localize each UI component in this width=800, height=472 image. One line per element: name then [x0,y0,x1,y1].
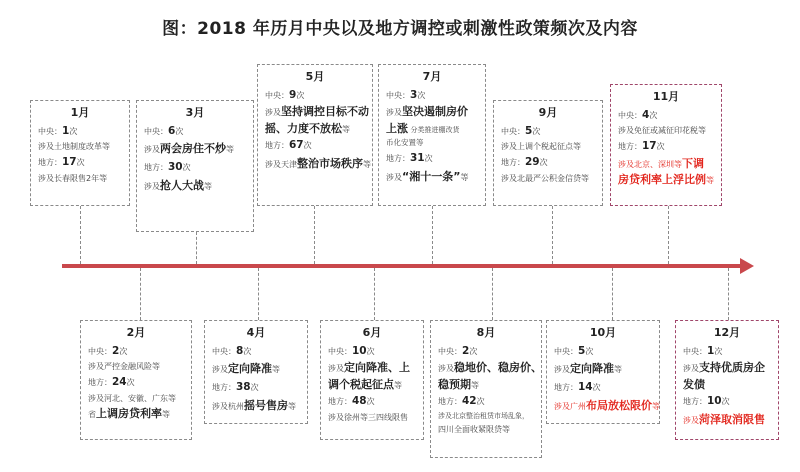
local-desc-pre: 涉及 [144,181,160,191]
month-box-2 [80,320,192,440]
times-unit: 次 [417,90,426,100]
page-title: 图：2018 年历月中央以及地方调控或刺激性政策频次及内容 [162,19,638,39]
local-highlight: 整治市场秩序 [297,157,363,171]
local-desc-2-post: 等 [162,410,170,420]
central-desc: 涉及上调个税起征点等 [501,142,581,152]
connector-1 [80,206,81,264]
connector-10 [612,268,613,320]
month-label: 4月 [246,326,266,339]
connector-3 [196,232,197,264]
local-desc-pre: 涉及北京、深圳等 [618,159,682,169]
connector-6 [374,268,375,320]
local-highlight: 抢人大战 [160,178,204,192]
local-label: 地方： [554,383,578,393]
central-count: 5 [525,124,533,137]
times-unit: 次 [532,126,541,136]
local-highlight: 上调房贷利率 [96,407,162,421]
central-highlight-2: 上涨 [386,121,408,135]
times-unit: 次 [649,110,658,120]
local-label: 地方： [88,378,112,388]
month-label: 8月 [476,326,496,339]
central-desc-post: 等 [614,365,622,375]
local-desc-post: 等 [204,181,212,191]
month-label: 9月 [538,106,558,119]
connector-7 [432,206,433,264]
local-count: 17 [62,156,77,169]
central-highlight-1: 定向降准、上 [344,361,410,375]
central-desc: 涉及严控金融风险等 [88,362,160,372]
times-unit: 次 [366,397,375,407]
month-box-12 [675,320,779,440]
local-count: 38 [236,381,251,394]
central-label: 中央： [88,346,112,356]
central-extra-2: 币化安置等 [386,138,424,148]
central-label: 中央： [618,110,642,120]
local-desc: 涉及北最严公积金信贷等 [501,173,589,183]
local-count: 30 [168,161,183,174]
times-unit: 次 [76,158,85,168]
times-unit: 次 [182,163,191,173]
local-highlight-1: 下调 [682,156,704,170]
central-count: 1 [62,124,70,137]
local-label: 地方： [265,141,289,151]
central-highlight-2: 稳预期 [438,377,471,391]
central-label: 中央： [386,90,410,100]
central-desc-post: 等 [342,124,350,134]
central-desc-post: 等 [471,380,479,390]
connector-4 [258,268,259,320]
month-label: 6月 [362,326,382,339]
local-desc-2-pre: 省 [88,410,96,420]
times-unit: 次 [539,158,548,168]
central-label: 中央： [683,346,707,356]
timeline-arrowhead [740,258,754,274]
central-count: 3 [410,88,418,101]
central-count: 2 [462,344,470,357]
times-unit: 次 [721,397,730,407]
month-label: 7月 [422,70,442,83]
local-count: 24 [112,376,127,389]
local-count: 29 [525,156,540,169]
local-label: 地方： [328,397,352,407]
local-highlight: 布局放松限价 [586,398,652,412]
local-desc-post: 等 [706,176,714,186]
month-box-3 [136,100,254,232]
local-label: 地方： [501,158,525,168]
central-count: 1 [707,344,715,357]
central-desc-pre: 涉及 [144,145,160,155]
central-highlight-1: 坚决遏制房价 [402,105,468,119]
local-desc-2: 四川全面收紧限贷等 [438,425,510,435]
times-unit: 次 [714,346,723,356]
central-highlight: 两会房住不炒 [160,142,226,156]
month-label: 11月 [652,90,680,103]
central-label: 中央： [554,346,578,356]
connector-11 [668,206,669,264]
local-desc-pre: 涉及广州 [554,401,586,411]
local-highlight-2: 房贷利率上浮比例 [618,173,706,187]
central-count: 9 [289,88,297,101]
local-desc-1: 涉及河北、安徽、广东等 [88,393,176,403]
central-desc-post: 等 [226,145,234,155]
local-count: 42 [462,395,477,408]
month-label: 10月 [589,326,617,339]
local-label: 地方： [438,397,462,407]
local-label: 地方： [144,163,168,173]
central-count: 8 [236,344,244,357]
connector-5 [314,206,315,264]
central-highlight-1: 稳地价、稳房价、 [454,361,542,375]
central-highlight: 定向降准 [570,362,614,376]
month-box-7 [378,64,486,206]
month-box-5 [257,64,373,206]
connector-8 [492,268,493,320]
times-unit: 次 [592,383,601,393]
central-extra-1: 分类推进棚改货 [410,125,460,134]
central-label: 中央： [501,126,525,136]
local-desc-1: 涉及北京整治租赁市场乱象， [438,412,529,421]
times-unit: 次 [424,154,433,164]
central-desc-pre: 涉及 [386,108,402,118]
connector-12 [728,268,729,320]
central-desc-pre: 涉及 [554,365,570,375]
times-unit: 次 [656,142,665,152]
local-desc-post: 等 [460,173,469,183]
central-desc-post: 等 [272,365,280,375]
times-unit: 次 [366,346,375,356]
times-unit: 次 [585,346,594,356]
local-count: 14 [578,381,593,394]
local-desc-pre: 涉及 [386,173,402,183]
times-unit: 次 [476,397,485,407]
central-desc-post: 等 [394,380,402,390]
central-desc: 涉及免征或减征印花税等 [618,126,706,136]
month-label: 3月 [185,106,205,119]
central-desc-pre: 涉及 [265,108,281,118]
times-unit: 次 [250,383,259,393]
central-label: 中央： [265,90,289,100]
connector-9 [552,206,553,264]
month-box-6 [320,320,424,440]
month-label: 5月 [305,70,325,83]
local-count: 31 [410,152,425,165]
local-desc-post: 等 [652,401,660,411]
times-unit: 次 [243,346,252,356]
month-box-1 [30,100,130,206]
local-label: 地方： [618,142,642,152]
central-count: 6 [168,124,176,137]
central-desc-pre: 涉及 [328,364,344,374]
times-unit: 次 [69,126,78,136]
local-count: 48 [352,395,367,408]
times-unit: 次 [303,141,312,151]
local-desc-pre: 涉及杭州 [212,401,244,411]
central-label: 中央： [38,126,62,136]
central-desc-pre: 涉及 [212,365,228,375]
month-label: 2月 [126,326,146,339]
central-count: 2 [112,344,120,357]
connector-2 [140,268,141,320]
times-unit: 次 [126,378,135,388]
month-box-4 [204,320,308,424]
local-label: 地方： [683,397,707,407]
local-desc: 涉及徐州等三四线限售 [328,413,408,423]
local-highlight: 菏泽取消限售 [699,413,765,427]
times-unit: 次 [119,346,128,356]
central-count: 4 [642,108,650,121]
local-highlight: 摇号售房 [244,398,288,412]
local-count: 17 [642,140,657,153]
local-label: 地方： [212,383,236,393]
central-highlight-1: 支持优质房企 [699,361,765,375]
month-label: 12月 [713,326,741,339]
central-highlight-2: 调个税起征点 [328,377,394,391]
central-label: 中央： [144,126,168,136]
month-box-11 [610,84,722,206]
local-label: 地方： [386,154,410,164]
central-desc: 涉及土地制度改革等 [38,142,110,152]
month-box-10 [546,320,660,424]
local-desc-pre: 涉及 [683,416,699,426]
times-unit: 次 [469,346,478,356]
local-count: 67 [289,139,304,152]
timeline-arrow [62,264,748,268]
local-label: 地方： [38,158,62,168]
central-highlight: 定向降准 [228,362,272,376]
central-highlight-2: 发债 [683,377,705,391]
central-desc-pre: 涉及 [438,364,454,374]
local-desc-pre: 涉及天津 [265,160,297,170]
month-label: 1月 [70,106,90,119]
local-desc-post: 等 [363,160,371,170]
local-desc-post: 等 [288,401,296,411]
local-highlight: “湘十一条” [402,170,461,184]
times-unit: 次 [296,90,305,100]
times-unit: 次 [175,126,184,136]
central-highlight-2: 摇、力度不放松 [265,121,342,135]
local-count: 10 [707,395,722,408]
central-highlight-1: 坚持调控目标不动 [281,105,369,119]
month-box-8 [430,320,542,458]
local-desc: 涉及长春限售2年等 [38,173,108,183]
central-label: 中央： [438,346,462,356]
central-label: 中央： [328,346,352,356]
month-box-9 [493,100,603,206]
central-count: 10 [352,344,367,357]
central-desc-pre: 涉及 [683,364,699,374]
central-count: 5 [578,344,586,357]
central-label: 中央： [212,346,236,356]
